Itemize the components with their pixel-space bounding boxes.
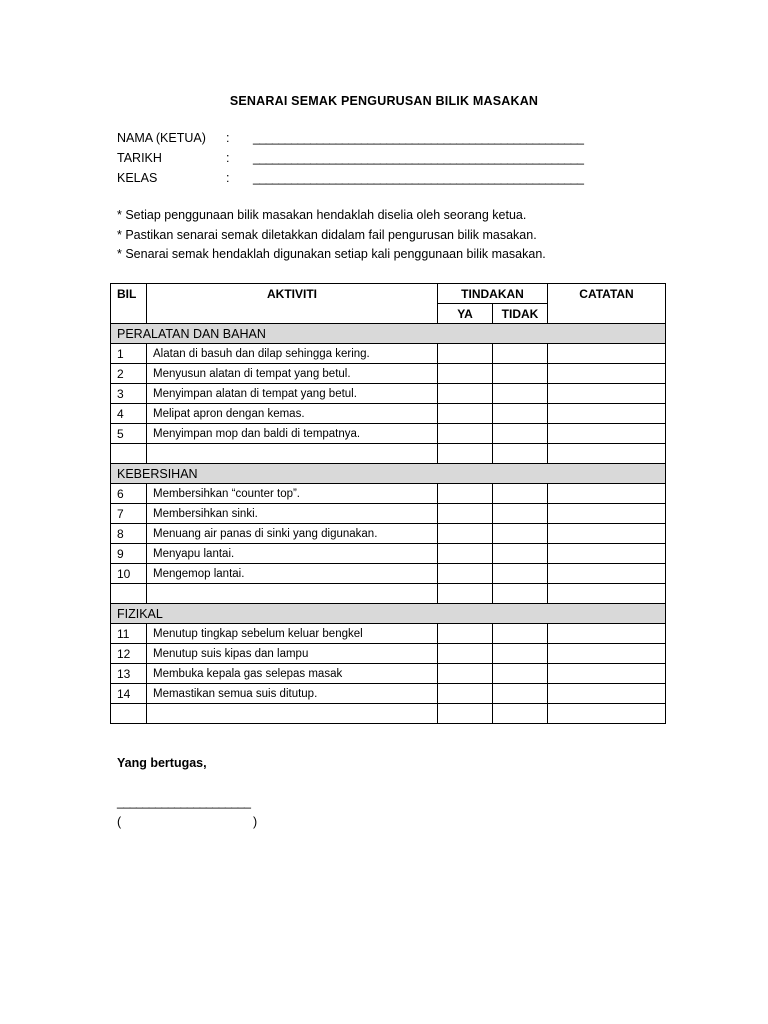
- catatan-cell[interactable]: [548, 504, 666, 524]
- bil-cell: 9: [111, 544, 147, 564]
- catatan-cell[interactable]: [548, 444, 666, 464]
- table-row: [111, 644, 666, 664]
- bil-cell: 6: [111, 484, 147, 504]
- ya-cell[interactable]: [438, 424, 493, 444]
- ya-cell[interactable]: [438, 364, 493, 384]
- aktiviti-cell: [147, 584, 438, 604]
- field-blank-line[interactable]: ____________________________________________________: [253, 131, 584, 145]
- tidak-cell[interactable]: [493, 664, 548, 684]
- aktiviti-cell: Menyimpan mop dan baldi di tempatnya.: [147, 424, 438, 444]
- tidak-cell[interactable]: [493, 644, 548, 664]
- section-heading: FIZIKAL: [111, 604, 666, 624]
- catatan-cell[interactable]: [548, 424, 666, 444]
- table-row: [111, 544, 666, 564]
- blank-row: [111, 444, 666, 464]
- catatan-cell[interactable]: [548, 544, 666, 564]
- aktiviti-cell: Melipat apron dengan kemas.: [147, 404, 438, 424]
- catatan-cell[interactable]: [548, 584, 666, 604]
- catatan-cell[interactable]: [548, 404, 666, 424]
- table-row: [111, 664, 666, 684]
- tidak-cell[interactable]: [493, 544, 548, 564]
- ya-cell[interactable]: [438, 624, 493, 644]
- header-bil: BIL: [111, 284, 147, 324]
- checklist-body: [111, 324, 666, 724]
- ya-cell[interactable]: [438, 644, 493, 664]
- signature-line[interactable]: _____________________: [117, 795, 251, 809]
- field-colon: :: [226, 131, 230, 145]
- bil-cell: 2: [111, 364, 147, 384]
- bil-cell: 7: [111, 504, 147, 524]
- table-row: [111, 384, 666, 404]
- catatan-cell[interactable]: [548, 384, 666, 404]
- section-row: [111, 604, 666, 624]
- table-row: [111, 364, 666, 384]
- aktiviti-cell: [147, 444, 438, 464]
- bil-cell: 5: [111, 424, 147, 444]
- bil-cell: [111, 704, 147, 724]
- tidak-cell[interactable]: [493, 704, 548, 724]
- field-colon: :: [226, 151, 230, 165]
- ya-cell[interactable]: [438, 384, 493, 404]
- aktiviti-cell: Menutup suis kipas dan lampu: [147, 644, 438, 664]
- field-colon: :: [226, 171, 230, 185]
- table-row: [111, 564, 666, 584]
- signature-paren-close: ): [253, 815, 258, 829]
- aktiviti-cell: Menuang air panas di sinki yang digunakan.: [147, 524, 438, 544]
- bil-cell: [111, 444, 147, 464]
- note-2: * Pastikan senarai semak diletakkan didalam fail pengurusan bilik masakan.: [117, 228, 537, 242]
- bil-cell: 1: [111, 344, 147, 364]
- ya-cell[interactable]: [438, 524, 493, 544]
- field-label: KELAS: [117, 171, 158, 185]
- table-row: [111, 484, 666, 504]
- field-label: TARIKH: [117, 151, 162, 165]
- aktiviti-cell: Alatan di basuh dan dilap sehingga kering.: [147, 344, 438, 364]
- ya-cell[interactable]: [438, 444, 493, 464]
- aktiviti-cell: Menyimpan alatan di tempat yang betul.: [147, 384, 438, 404]
- aktiviti-cell: Menyapu lantai.: [147, 544, 438, 564]
- aktiviti-cell: Menutup tingkap sebelum keluar bengkel: [147, 624, 438, 644]
- bil-cell: 11: [111, 624, 147, 644]
- ya-cell[interactable]: [438, 344, 493, 364]
- bil-cell: 10: [111, 564, 147, 584]
- tidak-cell[interactable]: [493, 564, 548, 584]
- catatan-cell[interactable]: [548, 524, 666, 544]
- tidak-cell[interactable]: [493, 344, 548, 364]
- aktiviti-cell: Membersihkan “counter top”.: [147, 484, 438, 504]
- table-row: [111, 684, 666, 704]
- signature-paren-open: (: [117, 815, 122, 829]
- signature-label: Yang bertugas,: [117, 756, 207, 770]
- catatan-cell[interactable]: [548, 704, 666, 724]
- header-catatan: CATATAN: [548, 284, 666, 324]
- bil-cell: [111, 584, 147, 604]
- ya-cell[interactable]: [438, 564, 493, 584]
- header-ya: YA: [438, 304, 493, 324]
- bil-cell: 3: [111, 384, 147, 404]
- aktiviti-cell: Memastikan semua suis ditutup.: [147, 684, 438, 704]
- ya-cell[interactable]: [438, 404, 493, 424]
- bil-cell: 13: [111, 664, 147, 684]
- aktiviti-cell: Membersihkan sinki.: [147, 504, 438, 524]
- aktiviti-cell: Membuka kepala gas selepas masak: [147, 664, 438, 684]
- blank-row: [111, 704, 666, 724]
- field-blank-line[interactable]: ____________________________________________________: [253, 151, 584, 165]
- catatan-cell[interactable]: [548, 364, 666, 384]
- tidak-cell[interactable]: [493, 504, 548, 524]
- note-1: * Setiap penggunaan bilik masakan hendaklah diselia oleh seorang ketua.: [117, 208, 527, 222]
- catatan-cell[interactable]: [548, 664, 666, 684]
- document-title: SENARAI SEMAK PENGURUSAN BILIK MASAKAN: [229, 94, 539, 108]
- section-row: [111, 324, 666, 344]
- tidak-cell[interactable]: [493, 524, 548, 544]
- catatan-cell[interactable]: [548, 344, 666, 364]
- table-row: [111, 424, 666, 444]
- note-3: * Senarai semak hendaklah digunakan setiap kali penggunaan bilik masakan.: [117, 247, 546, 261]
- tidak-cell[interactable]: [493, 584, 548, 604]
- ya-cell[interactable]: [438, 584, 493, 604]
- tidak-cell[interactable]: [493, 384, 548, 404]
- field-label: NAMA (KETUA): [117, 131, 206, 145]
- tidak-cell[interactable]: [493, 624, 548, 644]
- bil-cell: 12: [111, 644, 147, 664]
- table-row: [111, 404, 666, 424]
- header-tindakan: TINDAKAN: [438, 284, 548, 304]
- table-row: [111, 524, 666, 544]
- catatan-cell[interactable]: [548, 624, 666, 644]
- table-row: [111, 504, 666, 524]
- table-row: [111, 624, 666, 644]
- aktiviti-cell: Menyusun alatan di tempat yang betul.: [147, 364, 438, 384]
- header-tidak: TIDAK: [493, 304, 548, 324]
- aktiviti-cell: [147, 704, 438, 724]
- ya-cell[interactable]: [438, 484, 493, 504]
- tidak-cell[interactable]: [493, 684, 548, 704]
- bil-cell: 4: [111, 404, 147, 424]
- tidak-cell[interactable]: [493, 444, 548, 464]
- bil-cell: 14: [111, 684, 147, 704]
- checklist-table: [110, 283, 666, 724]
- ya-cell[interactable]: [438, 544, 493, 564]
- catatan-cell[interactable]: [548, 484, 666, 504]
- section-heading: KEBERSIHAN: [111, 464, 666, 484]
- ya-cell[interactable]: [438, 664, 493, 684]
- catatan-cell[interactable]: [548, 644, 666, 664]
- ya-cell[interactable]: [438, 684, 493, 704]
- tidak-cell[interactable]: [493, 424, 548, 444]
- ya-cell[interactable]: [438, 704, 493, 724]
- catatan-cell[interactable]: [548, 684, 666, 704]
- section-row: [111, 464, 666, 484]
- tidak-cell[interactable]: [493, 484, 548, 504]
- field-blank-line[interactable]: ____________________________________________________: [253, 171, 584, 185]
- tidak-cell[interactable]: [493, 364, 548, 384]
- blank-row: [111, 584, 666, 604]
- section-heading: PERALATAN DAN BAHAN: [111, 324, 666, 344]
- catatan-cell[interactable]: [548, 564, 666, 584]
- table-row: [111, 344, 666, 364]
- ya-cell[interactable]: [438, 504, 493, 524]
- header-aktiviti: AKTIVITI: [147, 284, 438, 324]
- aktiviti-cell: Mengemop lantai.: [147, 564, 438, 584]
- tidak-cell[interactable]: [493, 404, 548, 424]
- bil-cell: 8: [111, 524, 147, 544]
